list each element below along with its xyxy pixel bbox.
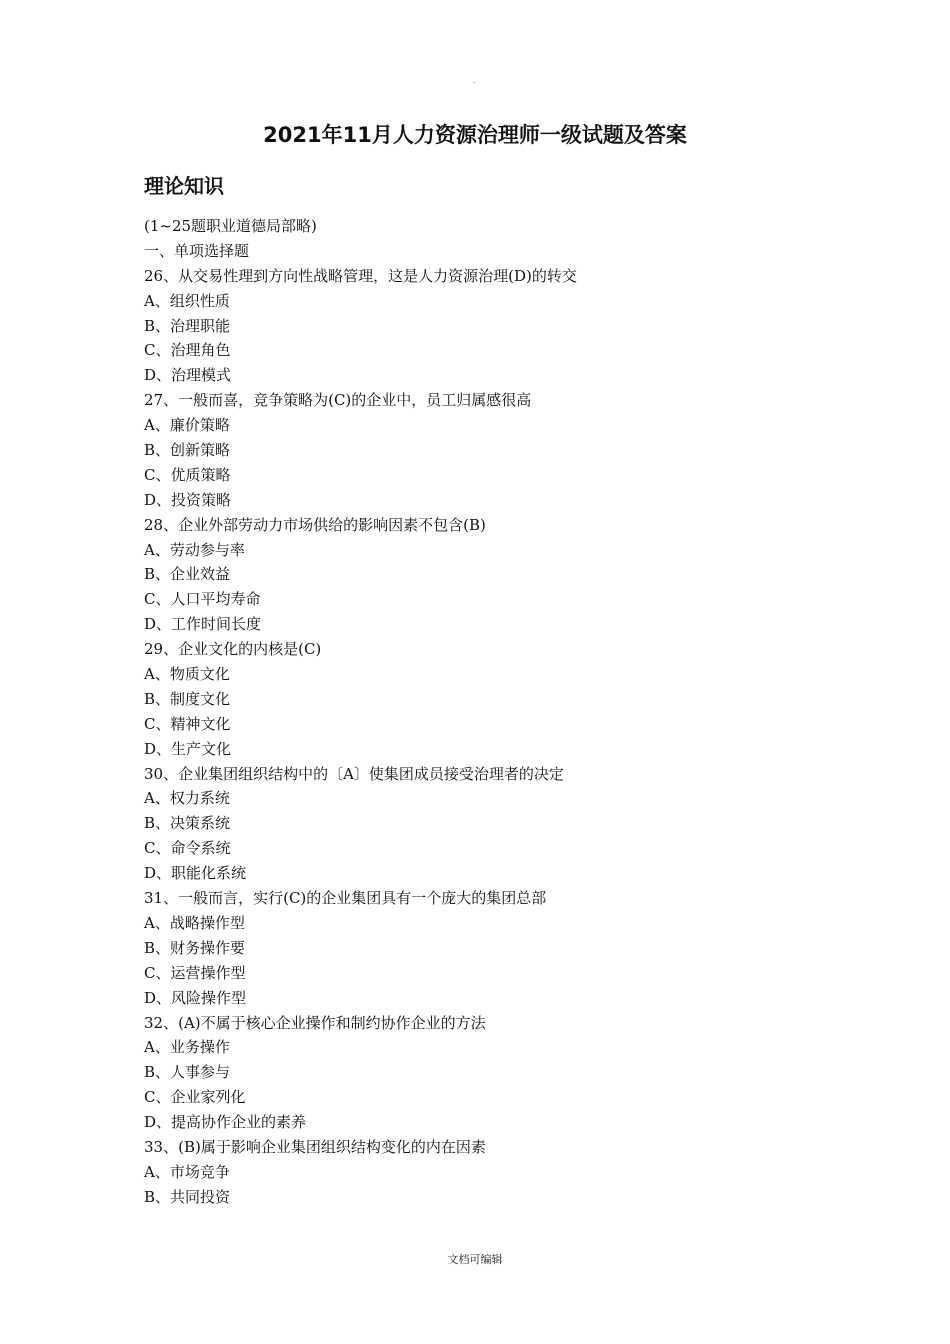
text-line: A、劳动参与率 [144, 540, 245, 559]
text-line: A、廉价策略 [144, 416, 230, 435]
text-line: B、人事参与 [144, 1063, 231, 1082]
text-line: C、企业家列化 [144, 1088, 246, 1107]
text-line: (1~25题职业道德局部略) [144, 217, 317, 235]
text-line: B、决策系统 [144, 814, 231, 833]
text-line: B、财务操作要 [144, 938, 246, 957]
text-line: C、命令系统 [144, 839, 231, 858]
text-line: 一、单项选择题 [144, 241, 250, 260]
text-line: D、投资策略 [144, 490, 232, 509]
text-line: C、优质策略 [144, 465, 231, 484]
text-line: A、战略操作型 [144, 913, 245, 932]
text-line: A、物质文化 [144, 665, 230, 684]
text-line: A、权力系统 [144, 789, 230, 808]
text-line: D、生产文化 [144, 739, 232, 758]
text-line: D、治理模式 [144, 366, 232, 385]
text-line: 30、企业集团组织结构中的〔A〕使集团成员接受治理者的决定 [144, 764, 564, 783]
section-heading: 理论知识 [144, 174, 224, 198]
text-line: 26、从交易性理到方向性战略管理，这是人力资源治理(D)的转交 [144, 266, 577, 285]
text-line: D、职能化系统 [144, 864, 247, 883]
text-line: B、共同投资 [144, 1187, 231, 1206]
text-line: D、工作时间长度 [144, 615, 262, 634]
text-line: 32、(A)不属于核心企业操作和制约协作企业的方法 [144, 1013, 486, 1032]
text-line: B、制度文化 [144, 689, 231, 708]
text-line: C、运营操作型 [144, 963, 246, 982]
text-line: 27、一般而喜，竞争策略为(C)的企业中，员工归属感很高 [144, 391, 532, 410]
text-line: C、治理角色 [144, 341, 231, 360]
text-line: A、业务操作 [144, 1038, 230, 1057]
text-line: 33、(B)属于影响企业集团组织结构变化的内在因素 [144, 1137, 486, 1156]
text-line: C、人口平均寿命 [144, 590, 261, 609]
document-title: 2021年11月人力资源治理师一级试题及答案 [263, 123, 687, 147]
text-line: A、市场竞争 [144, 1162, 230, 1181]
text-line: B、企业效益 [144, 565, 231, 584]
text-line: 28、企业外部劳动力市场供给的影响因素不包含(B) [144, 515, 486, 534]
text-line: D、风险操作型 [144, 988, 247, 1007]
text-line: A、组织性质 [144, 291, 230, 310]
text-line: C、精神文化 [144, 714, 231, 733]
text-line: B、治理职能 [144, 316, 231, 335]
question-list [144, 214, 844, 1210]
text-line: 31、一般而言，实行(C)的企业集团具有一个庞大的集团总部 [144, 889, 547, 908]
top-mark: . [473, 76, 476, 85]
footer-note: 文档可编辑 [447, 1253, 503, 1266]
text-line: B、创新策略 [144, 441, 231, 460]
text-line: 29、企业文化的内核是(C) [144, 640, 322, 659]
text-line: D、提高协作企业的素养 [144, 1113, 307, 1132]
